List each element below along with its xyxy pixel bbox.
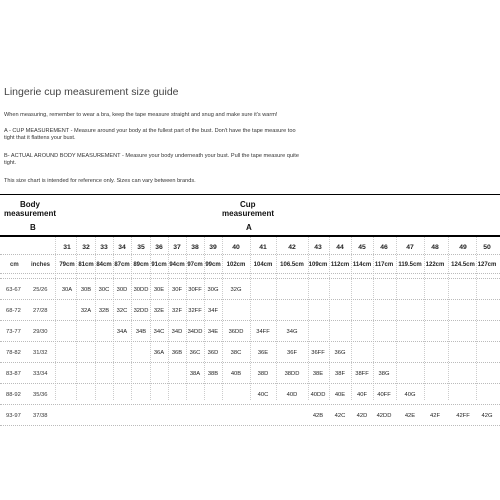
disclaimer-text: This size chart is intended for reference only. Sizes can vary between brands. — [4, 178, 196, 184]
row-body-inches: 25/26 — [33, 287, 48, 293]
intro-text: When measuring, remember to wear a bra, keep the tape measure straight and snug and make sure it's warm! — [4, 112, 278, 118]
cup-letter: A — [246, 223, 252, 232]
body-letter: B — [30, 223, 36, 232]
size-cell: 38B — [207, 371, 219, 377]
size-cell: 34E — [207, 329, 219, 335]
size-cell: 32F — [172, 308, 182, 314]
size-cell: 40E — [334, 392, 346, 398]
size-cell: 34FF — [256, 329, 270, 335]
size-cell: 30G — [207, 287, 219, 293]
cup-inches-header: 41 — [259, 244, 267, 251]
size-cell: 40F — [357, 392, 367, 398]
size-cell: 34F — [208, 308, 218, 314]
row-body-inches: 31/32 — [33, 350, 48, 356]
cup-cm-header: 112cm — [330, 262, 350, 268]
page-title: Lingerie cup measurement size guide — [4, 86, 179, 98]
cup-inches-header: 31 — [63, 244, 71, 251]
cup-cm-header: 106.5cm — [280, 262, 304, 268]
size-cell: 36B — [171, 350, 183, 356]
size-cell: 40D — [286, 392, 298, 398]
cup-measurement-note: A - CUP MEASUREMENT - Measure around your body at the fullest part of the bust. Don't have the tape measure too tight that it flattens your bust. — [4, 128, 296, 141]
body-measurement-note: B- ACTUAL AROUND BODY MEASUREMENT - Measure your body underneath your bust. Pull the tape measure quite tight. — [4, 153, 299, 166]
size-cell: 38E — [312, 371, 324, 377]
size-cell: 42E — [404, 413, 416, 419]
cup-cm-header: 119.5cm — [398, 262, 422, 268]
size-cell: 30D — [116, 287, 128, 293]
size-cell: 42DD — [376, 413, 392, 419]
row-divider — [0, 341, 500, 342]
size-cell: 32G — [230, 287, 242, 293]
row-body-inches: 35/36 — [33, 392, 48, 398]
row-divider — [0, 362, 500, 363]
row-body-cm: 83-87 — [6, 371, 21, 377]
size-cell: 34D — [171, 329, 183, 335]
size-cell: 30DD — [133, 287, 149, 293]
cup-inches-header: 45 — [358, 244, 366, 251]
cup-cm-header: 99cm — [205, 262, 221, 268]
size-cell: 34DD — [187, 329, 203, 335]
row-body-cm: 73-77 — [6, 329, 21, 335]
size-cell: 32DD — [133, 308, 149, 314]
row-body-cm: 63-67 — [6, 287, 21, 293]
cup-inches-header: 48 — [431, 244, 439, 251]
cup-cm-header: 127cm — [477, 262, 497, 268]
size-cell: 34A — [116, 329, 128, 335]
row-body-cm: 93-97 — [6, 413, 21, 419]
size-cell: 32A — [80, 308, 92, 314]
cup-measurement-heading — [222, 200, 274, 218]
row-body-inches: 37/38 — [33, 413, 48, 419]
cup-inches-header: 46 — [380, 244, 388, 251]
cup-cm-header: 102cm — [226, 262, 246, 268]
size-cell: 38DD — [284, 371, 300, 377]
size-cell: 30B — [80, 287, 92, 293]
size-cell: 42F — [430, 413, 440, 419]
cup-inches-header: 44 — [336, 244, 344, 251]
cup-cm-header: 109cm — [308, 262, 328, 268]
size-cell: 42B — [312, 413, 324, 419]
row-divider — [0, 254, 500, 255]
size-cell: 38G — [378, 371, 390, 377]
size-cell: 30C — [98, 287, 110, 293]
size-cell: 30A — [61, 287, 73, 293]
size-cell: 32FF — [188, 308, 202, 314]
size-cell: 34B — [135, 329, 147, 335]
size-cell: 36FF — [311, 350, 325, 356]
row-divider — [0, 320, 500, 321]
size-cell: 42D — [356, 413, 368, 419]
row-body-cm: 68-72 — [6, 308, 21, 314]
size-cell: 40G — [404, 392, 416, 398]
body-heading-line2: measurement — [4, 209, 57, 218]
cup-heading-line2: measurement — [222, 209, 275, 218]
size-cell: 40FF — [377, 392, 391, 398]
size-cell: 36G — [334, 350, 346, 356]
size-cell: 36D — [207, 350, 219, 356]
cup-cm-header: 97cm — [187, 262, 203, 268]
cup-inches-header: 50 — [483, 244, 491, 251]
size-cell: 40B — [230, 371, 242, 377]
row-divider — [0, 278, 500, 279]
size-cell: 38F — [335, 371, 345, 377]
cup-cm-header: 122cm — [425, 262, 445, 268]
size-cell: 38C — [230, 350, 242, 356]
table-top-rule — [0, 194, 500, 195]
size-cell: 30E — [153, 287, 165, 293]
cup-cm-header: 117cm — [374, 262, 394, 268]
cup-inches-header: 47 — [406, 244, 414, 251]
size-cell: 32E — [153, 308, 165, 314]
cup-inches-header: 37 — [173, 244, 181, 251]
cm-column-label: cm — [10, 262, 19, 268]
cup-cm-header: 114cm — [352, 262, 372, 268]
size-cell: 30F — [172, 287, 182, 293]
row-body-inches: 27/28 — [33, 308, 48, 314]
cup-cm-header: 94cm — [169, 262, 185, 268]
cup-inches-header: 34 — [118, 244, 126, 251]
cup-cm-header: 89cm — [133, 262, 149, 268]
cup-cm-header: 81cm — [78, 262, 94, 268]
size-cell: 38D — [257, 371, 269, 377]
size-cell: 36C — [189, 350, 201, 356]
cup-cm-header: 91cm — [151, 262, 167, 268]
size-cell: 34C — [153, 329, 165, 335]
row-divider — [0, 383, 500, 384]
cup-inches-header: 35 — [137, 244, 145, 251]
cup-heading-line1: Cup — [240, 200, 256, 209]
size-cell: 42C — [334, 413, 346, 419]
size-cell: 32C — [116, 308, 128, 314]
body-heading-line1: Body — [20, 200, 40, 209]
size-cell: 36F — [287, 350, 297, 356]
cup-inches-header: 40 — [232, 244, 240, 251]
body-measurement-heading — [4, 200, 56, 218]
row-body-cm: 88-92 — [6, 392, 21, 398]
size-cell: 42FF — [456, 413, 470, 419]
size-cell: 42G — [481, 413, 493, 419]
cup-inches-header: 33 — [100, 244, 108, 251]
size-cell: 34G — [286, 329, 298, 335]
size-cell: 38FF — [355, 371, 369, 377]
size-cell: 40DD — [310, 392, 326, 398]
inches-column-label: inches — [31, 262, 51, 268]
cup-inches-header: 38 — [191, 244, 199, 251]
cup-cm-header: 124.5cm — [451, 262, 475, 268]
row-divider — [0, 425, 500, 426]
size-cell: 32B — [98, 308, 110, 314]
cup-inches-header: 32 — [82, 244, 90, 251]
cup-inches-header: 36 — [155, 244, 163, 251]
row-body-inches: 29/30 — [33, 329, 48, 335]
cup-inches-header: 42 — [288, 244, 296, 251]
cup-inches-header: 49 — [459, 244, 467, 251]
size-cell: 36A — [153, 350, 165, 356]
row-divider — [0, 404, 500, 405]
size-cell: 36DD — [228, 329, 244, 335]
cup-cm-header: 79cm — [59, 262, 75, 268]
size-cell: 30FF — [188, 287, 202, 293]
cup-cm-header: 87cm — [114, 262, 130, 268]
row-body-cm: 78-82 — [6, 350, 21, 356]
row-body-inches: 33/34 — [33, 371, 48, 377]
size-cell: 36E — [257, 350, 269, 356]
cup-inches-header: 43 — [314, 244, 322, 251]
row-divider — [0, 273, 500, 274]
size-cell: 40C — [257, 392, 269, 398]
size-cell: 38A — [189, 371, 201, 377]
row-divider — [0, 299, 500, 300]
cup-cm-header: 84cm — [96, 262, 112, 268]
cup-inches-header: 39 — [209, 244, 217, 251]
cup-cm-header: 104cm — [253, 262, 273, 268]
